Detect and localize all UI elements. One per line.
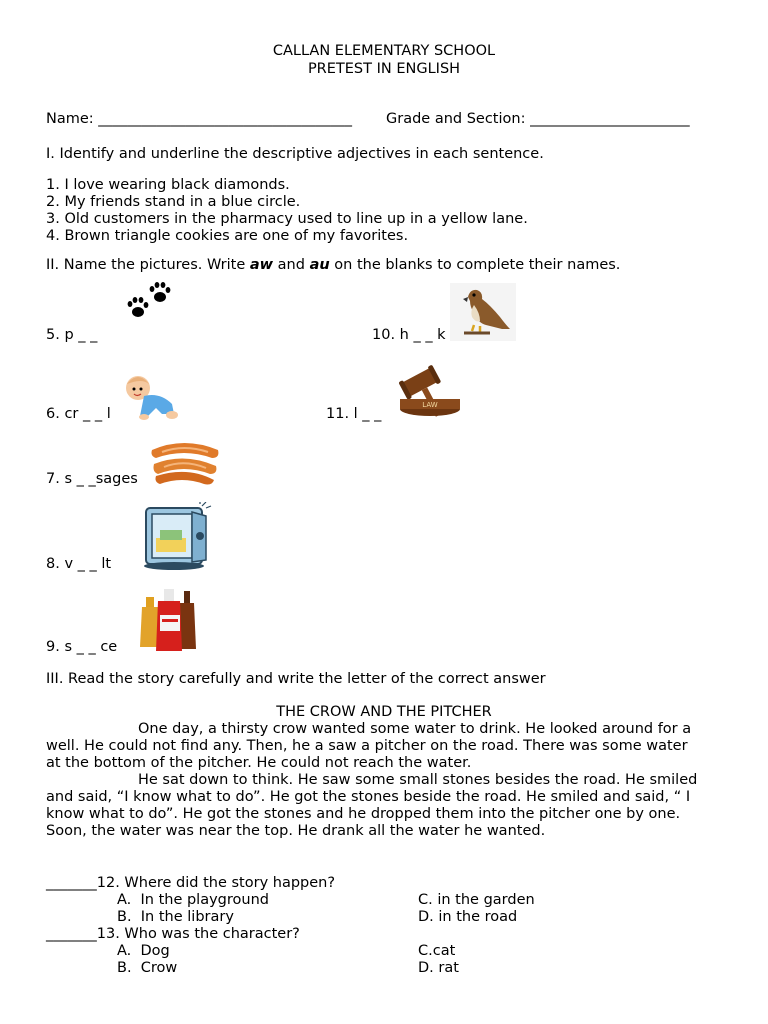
option-13-c: C.cat xyxy=(418,943,456,959)
option-13-b: B. Crow xyxy=(117,960,178,976)
paw-prints-icon xyxy=(125,280,175,320)
story-title: THE CROW AND THE PITCHER xyxy=(276,704,492,720)
option-12-d: D. in the road xyxy=(418,909,518,925)
item-paw: 5. p _ _ xyxy=(46,327,98,343)
part1-item: 3. Old customers in the pharmacy used to line up in a yellow lane. xyxy=(46,211,528,227)
option-13-a: A. Dog xyxy=(117,943,170,959)
item-vault: 8. v _ _ lt xyxy=(46,556,112,572)
test-title: PRETEST IN ENGLISH xyxy=(307,61,461,77)
hawk-icon xyxy=(450,283,516,341)
option-12-b: B. In the library xyxy=(117,909,234,925)
school-title: CALLAN ELEMENTARY SCHOOL xyxy=(272,43,496,59)
grade-section-field[interactable]: Grade and Section: ______________________ xyxy=(386,111,690,127)
part1-instruction: I. Identify and underline the descriptive adjectives in each sentence. xyxy=(46,146,544,162)
part2-instruction: II. Name the pictures. Write aw and au on the blanks to complete their names. xyxy=(46,257,621,273)
sauce-bottles-icon xyxy=(140,587,202,653)
gavel-icon xyxy=(388,357,470,425)
item-sausages: 7. s _ _sages xyxy=(46,471,138,487)
story-paragraph-2: He sat down to think. He saw some small stones besides the road. He smiled and said, “I know what to do”. He got the stones beside the road. He smiled and said, “ I know what to do”. He got the stones and he dropped them into the pitcher one by one. Soon, the water was near the top. He drank all the water he wanted. xyxy=(46,772,698,839)
option-13-d: D. rat xyxy=(418,960,459,976)
question-13: _______13. Who was the character? xyxy=(46,926,300,942)
gavel-plate-text: LAW xyxy=(422,401,438,409)
name-field[interactable]: Name: ___________________________________ xyxy=(46,111,353,127)
vault-icon xyxy=(140,502,214,572)
part1-item: 2. My friends stand in a blue circle. xyxy=(46,194,301,210)
part1-item: 1. I love wearing black diamonds. xyxy=(46,177,290,193)
au-emphasis: au xyxy=(309,257,330,273)
question-12: _______12. Where did the story happen? xyxy=(46,875,336,891)
aw-emphasis: aw xyxy=(249,257,274,273)
option-12-c: C. in the garden xyxy=(418,892,535,908)
story-paragraph-1: One day, a thirsty crow wanted some water to drink. He looked around for a well. He could not find any. Then, he a saw a pitcher on the road. There was some water at the bottom of the pitcher. He could not reach the water. xyxy=(46,721,692,771)
item-crawl: 6. cr _ _ l xyxy=(46,406,111,422)
option-12-a: A. In the playground xyxy=(117,892,269,908)
part3-instruction: III. Read the story carefully and write the letter of the correct answer xyxy=(46,671,546,687)
crawling-baby-icon xyxy=(122,372,180,422)
item-law: 11. l _ _ xyxy=(326,406,382,422)
sausages-icon xyxy=(148,436,222,486)
item-sauce: 9. s _ _ ce xyxy=(46,639,118,655)
part1-item: 4. Brown triangle cookies are one of my favorites. xyxy=(46,228,409,244)
item-hawk: 10. h _ _ k xyxy=(372,327,446,343)
